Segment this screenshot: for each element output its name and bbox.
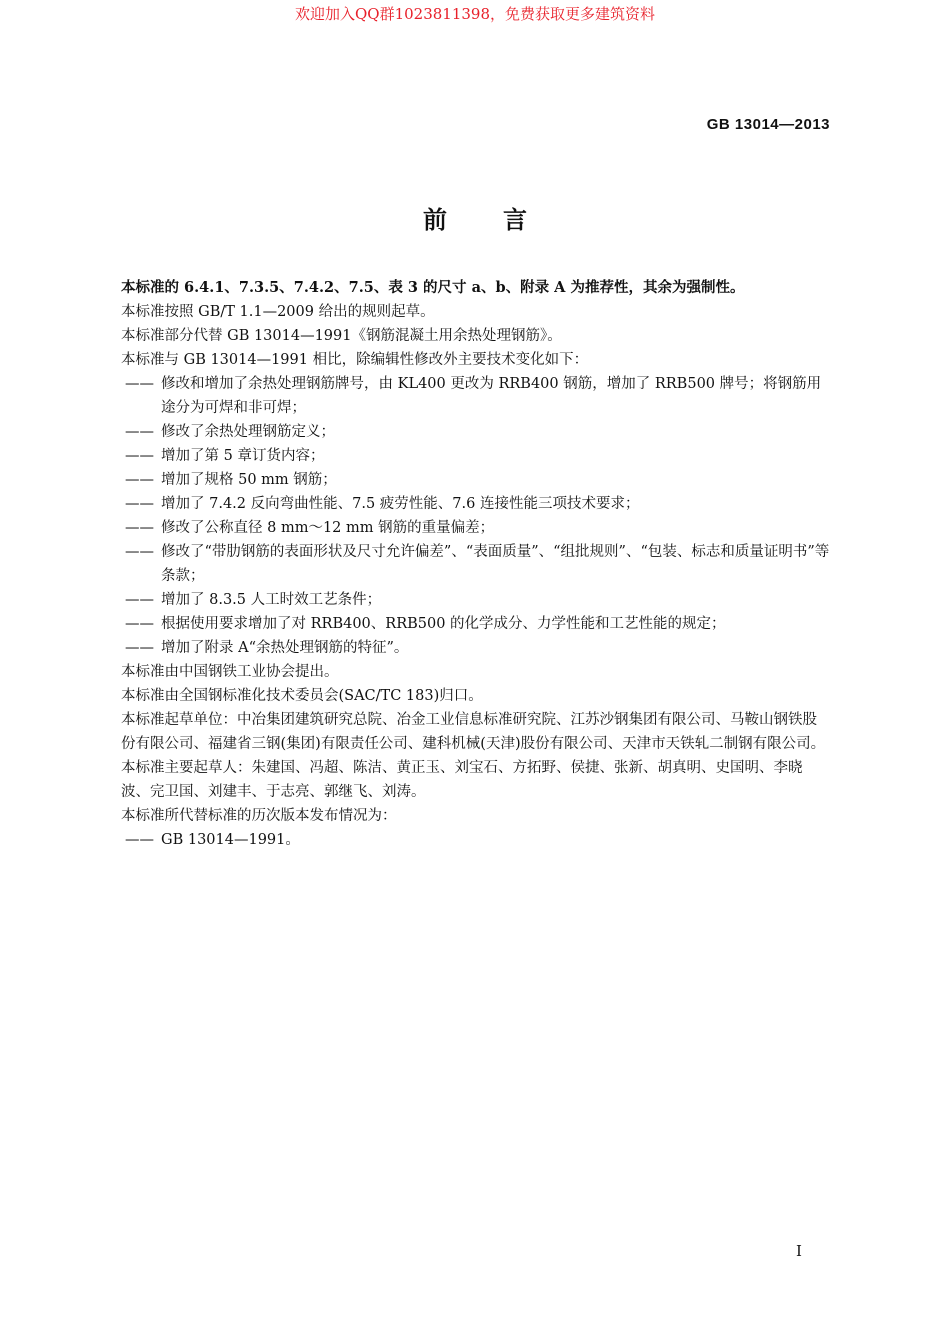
list-item-change [121,468,831,492]
list-dash: —— [125,544,154,560]
paragraph-drafting-units: 本标准起草单位：中冶集团建筑研究总院、冶金工业信息标准研究院、江苏沙钢集团有限公司、马鞍山钢铁股份有限公司、福建省三钢(集团)有限责任公司、建科机械(天津)股份有限公司、天津市天铁轧二制钢有限公司。 [121,712,826,752]
foreword-body [121,276,831,852]
list-item-text: 增加了附录 A“余热处理钢筋的特征”。 [161,640,409,656]
list-dash: —— [125,520,154,536]
paragraph-managed-by: 本标准由全国钢标准化技术委员会(SAC/TC 183)归口。 [121,688,483,704]
list-item-change [121,516,831,540]
list-item-text: 增加了第 5 章订货内容； [161,448,325,464]
watermark-banner: 欢迎加入QQ群1023811398，免费获取更多建筑资料 [294,5,656,23]
list-item-text: 修改了余热处理钢筋定义； [161,424,335,440]
list-item-change [121,492,831,516]
paragraph-normative-scope: 本标准的 6.4.1、7.3.5、7.4.2、7.5、表 3 的尺寸 a、b、附录 A 为推荐性，其余为强制性。 [121,279,745,296]
list-item-text: 增加了 7.4.2 反向弯曲性能、7.5 疲劳性能、7.6 连接性能三项技术要求； [161,496,640,512]
list-item-text: 修改了公称直径 8 mm～12 mm 钢筋的重量偏差； [161,520,495,536]
list-item-change [121,444,831,468]
page-title: 前言 [423,206,583,234]
list-dash: —— [125,832,154,848]
list-item-text: 根据使用要求增加了对 RRB400、RRB500 的化学成分、力学性能和工艺性能的规定； [161,616,726,632]
list-dash: —— [125,448,154,464]
paragraph-drafters: 本标准主要起草人：朱建国、冯超、陈洁、黄正玉、刘宝石、方拓野、侯捷、张新、胡真明、史国明、李晓波、完卫国、刘建丰、于志亮、郭继飞、刘涛。 [121,760,803,800]
list-item-change [121,420,831,444]
list-item-text: 增加了规格 50 mm 钢筋； [161,472,337,488]
paragraph-history-intro: 本标准所代替标准的历次版本发布情况为： [121,808,397,824]
paragraph-drafting-rules: 本标准按照 GB/T 1.1—2009 给出的规则起草。 [121,304,435,320]
paragraph-proposed-by: 本标准由中国钢铁工业协会提出。 [121,664,339,680]
list-item-change [121,372,831,420]
list-dash: —— [125,640,154,656]
standard-code: GB 13014—2013 [706,116,830,133]
list-item-text: GB 13014—1991。 [161,832,300,848]
list-dash: —— [125,424,154,440]
page-number: I [796,1242,802,1260]
list-dash: —— [125,376,154,392]
list-item-change [121,588,831,612]
list-item-change [121,612,831,636]
paragraph-replaces: 本标准部分代替 GB 13014—1991《钢筋混凝土用余热处理钢筋》。 [121,328,562,344]
list-dash: —— [125,616,154,632]
list-item-history [121,828,831,852]
list-item-text: 修改了“带肋钢筋的表面形状及尺寸允许偏差”、“表面质量”、“组批规则”、“包装、标志和质量证明书”等条款； [161,544,830,584]
list-dash: —— [125,496,154,512]
list-item-change [121,636,831,660]
list-dash: —— [125,472,154,488]
list-item-text: 修改和增加了余热处理钢筋牌号，由 KL400 更改为 RRB400 钢筋，增加了 RRB500 牌号；将钢筋用途分为可焊和非可焊； [161,376,822,416]
list-dash: —— [125,592,154,608]
list-item-change [121,540,831,588]
list-item-text: 增加了 8.3.5 人工时效工艺条件； [161,592,382,608]
paragraph-changes-intro: 本标准与 GB 13014—1991 相比，除编辑性修改外主要技术变化如下： [121,352,589,368]
